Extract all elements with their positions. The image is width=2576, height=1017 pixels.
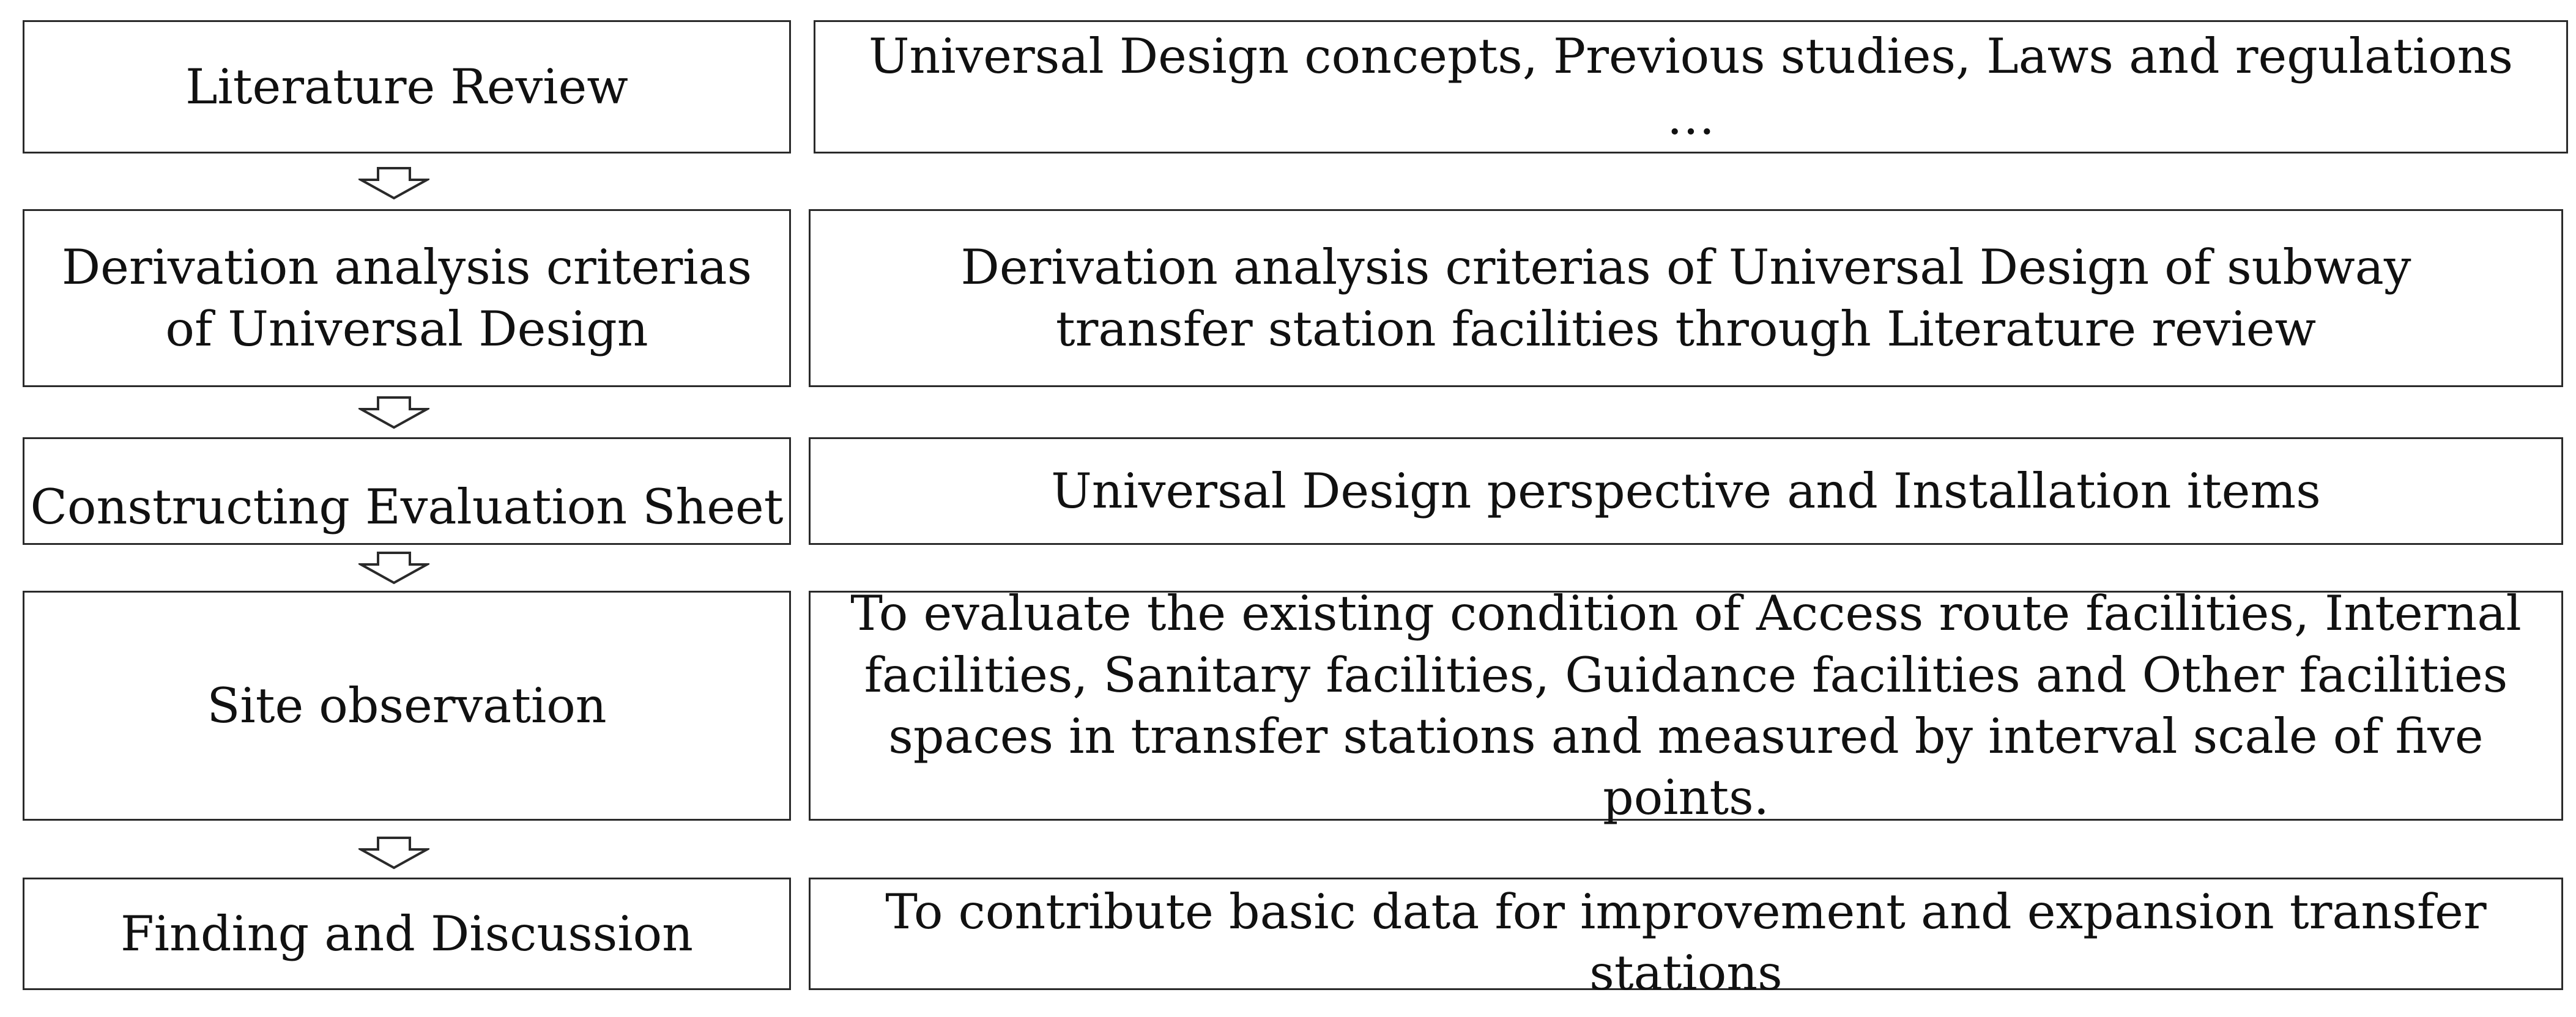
step-3-box	[23, 437, 791, 545]
step-4-description-box	[809, 585, 2563, 826]
step-2-description-box	[809, 209, 2563, 387]
step-2-description: Derivation analysis criterias of Universal Design of subway transfer station facilities through Literature review	[960, 239, 2411, 357]
step-2-label: Derivation analysis criterias of Universal Design	[61, 239, 752, 357]
step-5-label: Finding and Discussion	[120, 905, 694, 962]
step-4-description: To evaluate the existing condition of Access route facilities, Internal facilities, Sanitary facilities, Guidance facilities and Other facilities spaces in transfer stations and measured by interval scale of five points.	[850, 585, 2522, 826]
step-3-label: Constructing Evaluation Sheet	[30, 478, 784, 535]
down-arrow-icon	[358, 551, 429, 585]
down-arrow-icon	[358, 396, 429, 430]
step-5-description: To contribute basic data for improvement and expansion transfer stations	[885, 883, 2487, 1001]
step-3-description-box	[809, 437, 2563, 545]
down-arrow-icon	[358, 836, 429, 870]
step-1-box	[23, 20, 791, 153]
step-1-description: Universal Design concepts, Previous studies, Laws and regulations …	[868, 28, 2514, 146]
step-5-box	[23, 878, 791, 990]
step-4-label: Site observation	[207, 677, 607, 734]
step-1-label: Literature Review	[185, 58, 628, 115]
step-5-description-box	[809, 878, 2563, 1001]
step-3-description: Universal Design perspective and Installation items	[1051, 462, 2321, 519]
down-arrow-icon	[358, 166, 429, 201]
step-2-box	[23, 209, 791, 387]
step-4-box	[23, 591, 791, 821]
step-1-description-box	[814, 20, 2568, 153]
